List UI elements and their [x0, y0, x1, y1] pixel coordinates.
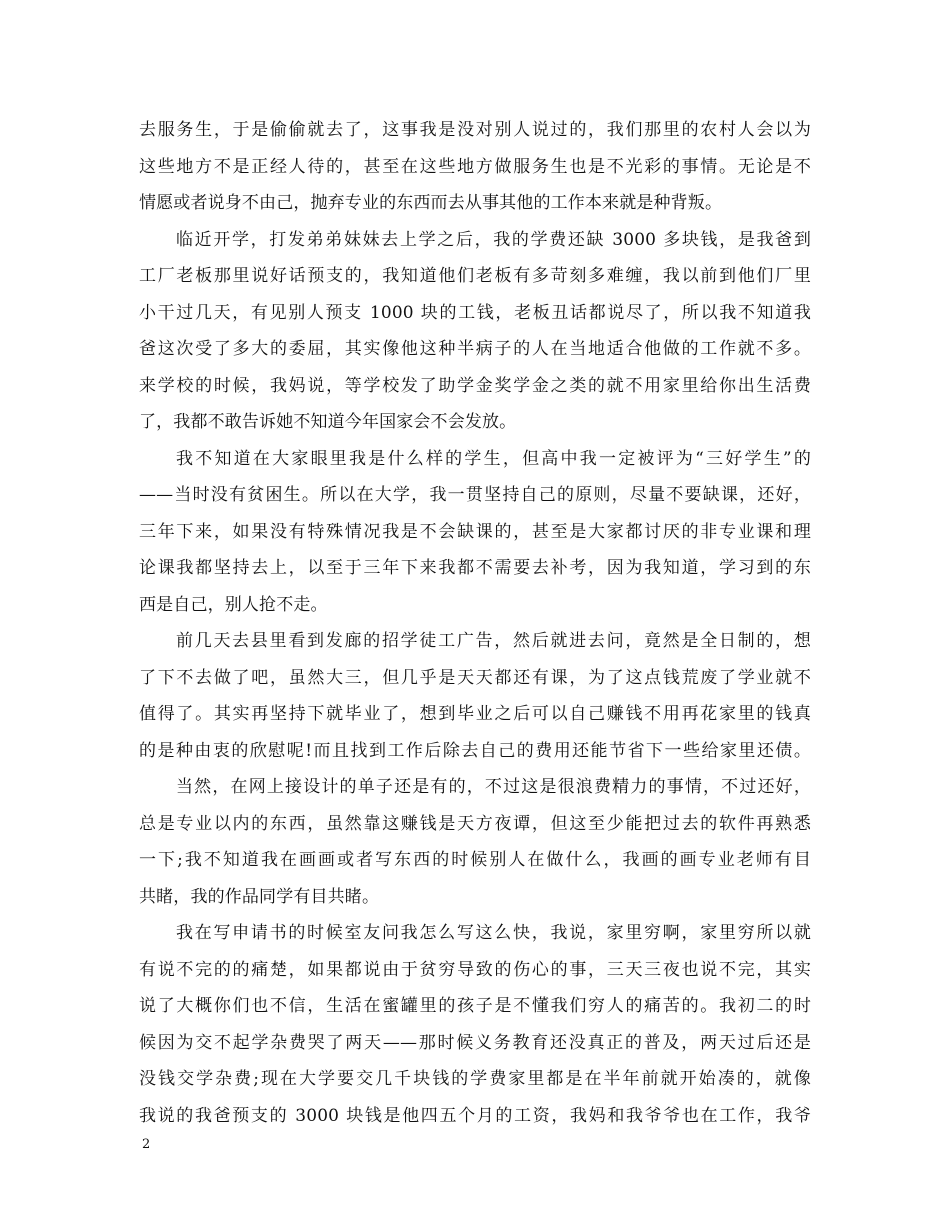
text-line: 有说不完的的痛楚，如果都说由于贫穷导致的伤心的事，三天三夜也说不完，其实 — [139, 959, 811, 980]
body-text — [139, 112, 811, 1134]
text-line: 西是自己，别人抢不走。 — [139, 594, 328, 615]
text-line: 来学校的时候，我妈说，等学校发了助学金奖学金之类的就不用家里给你出生活费 — [139, 375, 811, 396]
text-line: 我在写申请书的时候室友问我怎么写这么快，我说，家里穷啊，家里穷所以就 — [176, 923, 811, 943]
text-line: 我不知道在大家眼里我是什么样的学生，但高中我一定被评为“三好学生”的 — [176, 448, 811, 469]
text-line: 这些地方不是正经人待的，甚至在这些地方做服务生也是不光彩的事情。无论是不 — [139, 156, 811, 177]
text-line: 没钱交学杂费;现在大学要交几千块钱的学费家里都是在半年前就开始凑的，就像 — [139, 1069, 811, 1089]
text-line: 总是专业以内的东西，虽然靠这赚钱是天方夜谭，但这至少能把过去的软件再熟悉 — [139, 813, 811, 834]
text-line: 了，我都不敢告诉她不知道今年国家会不会发放。 — [139, 412, 517, 432]
text-line: 爸这次受了多大的委屈，其实像他这种半病子的人在当地适合他做的工作就不多。 — [139, 339, 811, 359]
text-line: 说了大概你们也不信，生活在蜜罐里的孩子是不懂我们穷人的痛苦的。我初二的时 — [139, 996, 811, 1016]
text-line: 工厂老板那里说好话预支的，我知道他们老板有多苛刻多难缠，我以前到他们厂里 — [139, 266, 811, 286]
text-line: ——当时没有贫困生。所以在大学，我一贯坚持自己的原则，尽量不要缺课，还好， — [139, 485, 811, 505]
text-line: 当然，在网上接设计的单子还是有的，不过这是很浪费精力的事情，不过还好， — [176, 777, 811, 797]
page-number: 2 — [142, 1137, 151, 1152]
text-line: 值得了。其实再坚持下就毕业了，想到毕业之后可以自己赚钱不用再花家里的钱真 — [139, 704, 811, 724]
text-line: 论课我都坚持去上，以至于三年下来我都不需要去补考，因为我知道，学习到的东 — [139, 558, 811, 578]
text-line: 了下不去做了吧，虽然大三，但几乎是天天都还有课，为了这点钱荒废了学业就不 — [139, 667, 811, 688]
text-line: 一下;我不知道我在画画或者写东西的时候别人在做什么，我画的画专业老师有目 — [139, 850, 811, 870]
text-line: 三年下来，如果没有特殊情况我是不会缺课的，甚至是大家都讨厌的非专业课和理 — [139, 521, 811, 542]
text-line: 临近开学，打发弟弟妹妹去上学之后，我的学费还缺 3000 多块钱，是我爸到 — [176, 229, 811, 250]
text-line: 候因为交不起学杂费哭了两天——那时候义务教育还没真正的普及，两天过后还是 — [139, 1032, 811, 1053]
text-line: 前几天去县里看到发廊的招学徒工广告，然后就进去问，竟然是全日制的，想 — [176, 631, 811, 651]
text-line: 小干过几天，有见别人预支 1000 块的工钱，老板丑话都说尽了，所以我不知道我 — [139, 302, 811, 323]
text-line: 去服务生，于是偷偷就去了，这事我是没对别人说过的，我们那里的农村人会以为 — [139, 120, 811, 140]
text-line: 的是种由衷的欣慰呢!而且找到工作后除去自己的费用还能节省下一些给家里还债。 — [139, 740, 811, 761]
text-line: 我说的我爸预支的 3000 块钱是他四五个月的工资，我妈和我爷爷也在工作，我爷 — [139, 1105, 811, 1126]
text-line: 共睹，我的作品同学有目共睹。 — [139, 886, 380, 907]
text-line: 情愿或者说身不由己，抛弃专业的东西而去从事其他的工作本来就是种背叛。 — [139, 193, 723, 213]
